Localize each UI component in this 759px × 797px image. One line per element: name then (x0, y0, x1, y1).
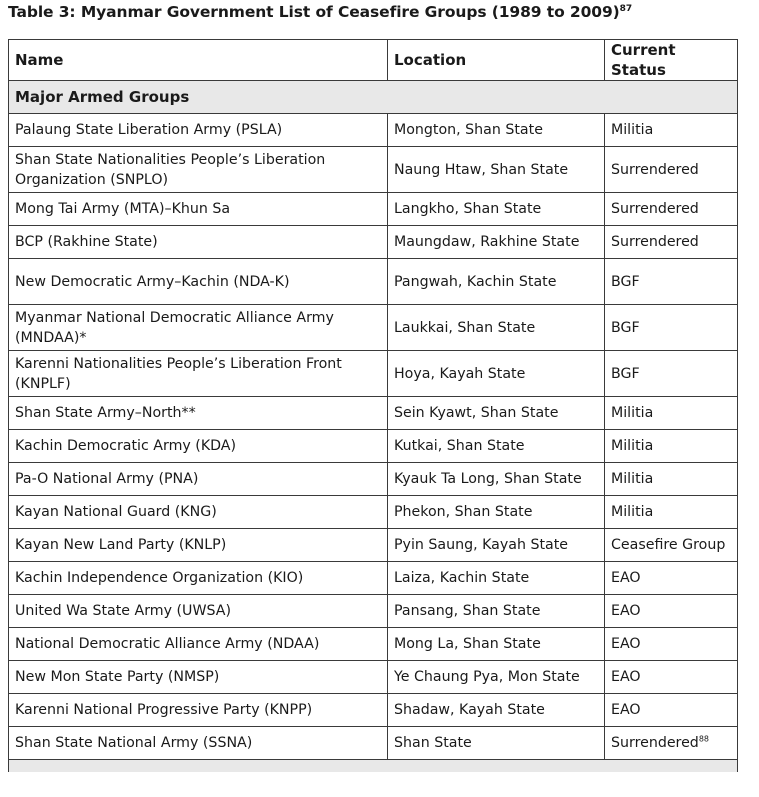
cell-status: BGF (605, 305, 738, 351)
cell-location: Shan State (388, 727, 605, 760)
cell-location: Shadaw, Kayah State (388, 694, 605, 727)
cell-name: Pa-O National Army (PNA) (9, 463, 388, 496)
cell-name: Kachin Independence Organization (KIO) (9, 562, 388, 595)
table-row (9, 259, 738, 305)
cell-name: Shan State Army–North** (9, 397, 388, 430)
cell-name: Karenni Nationalities People’s Liberation Front (KNPLF) (9, 351, 388, 397)
cell-status: EAO (605, 628, 738, 661)
cell-status (605, 727, 738, 760)
table-row (9, 529, 738, 562)
next-section-row (9, 760, 738, 773)
header-row (9, 40, 738, 81)
cell-name: Kayan New Land Party (KNLP) (9, 529, 388, 562)
caption-footnote-ref[interactable]: 87 (619, 3, 632, 14)
cell-status: BGF (605, 351, 738, 397)
cell-name: Kachin Democratic Army (KDA) (9, 430, 388, 463)
table-row (9, 114, 738, 147)
caption-text: Table 3: Myanmar Government List of Ceasefire Groups (1989 to 2009) (8, 3, 620, 21)
cell-status: BGF (605, 259, 738, 305)
table-row (9, 147, 738, 193)
cell-location: Phekon, Shan State (388, 496, 605, 529)
table-row (9, 430, 738, 463)
section-title: Major Armed Groups (9, 81, 738, 114)
cell-status: Ceasefire Group (605, 529, 738, 562)
cell-location: Langkho, Shan State (388, 193, 605, 226)
table-row (9, 694, 738, 727)
table-row (9, 305, 738, 351)
table-row (9, 351, 738, 397)
cell-status: Surrendered (605, 147, 738, 193)
cell-location: Pyin Saung, Kayah State (388, 529, 605, 562)
column-header-name: Name (9, 40, 388, 81)
ceasefire-groups-table (8, 39, 738, 772)
cell-name: Shan State National Army (SSNA) (9, 727, 388, 760)
cell-location: Mong La, Shan State (388, 628, 605, 661)
table-row (9, 727, 738, 760)
cell-name: United Wa State Army (UWSA) (9, 595, 388, 628)
column-header-status: Current Status (605, 40, 738, 81)
cell-status: EAO (605, 562, 738, 595)
table-row (9, 595, 738, 628)
table-caption (8, 3, 632, 21)
table-row (9, 226, 738, 259)
column-header-location: Location (388, 40, 605, 81)
cell-location: Laukkai, Shan State (388, 305, 605, 351)
cell-location: Ye Chaung Pya, Mon State (388, 661, 605, 694)
cell-name: Shan State Nationalities People’s Liberation Organization (SNPLO) (9, 147, 388, 193)
table-row (9, 463, 738, 496)
cell-name: Kayan National Guard (KNG) (9, 496, 388, 529)
cell-status: Militia (605, 496, 738, 529)
cell-location: Pansang, Shan State (388, 595, 605, 628)
cell-status: Militia (605, 397, 738, 430)
table-row (9, 496, 738, 529)
cell-location: Maungdaw, Rakhine State (388, 226, 605, 259)
table-row (9, 661, 738, 694)
cell-location: Sein Kyawt, Shan State (388, 397, 605, 430)
cell-name: BCP (Rakhine State) (9, 226, 388, 259)
next-section-cell (9, 760, 738, 773)
cell-name: Palaung State Liberation Army (PSLA) (9, 114, 388, 147)
cell-status: Militia (605, 114, 738, 147)
cell-status: EAO (605, 661, 738, 694)
status-text: Surrendered (611, 735, 699, 751)
cell-status: EAO (605, 694, 738, 727)
cell-location: Mongton, Shan State (388, 114, 605, 147)
table-row (9, 628, 738, 661)
table-row (9, 397, 738, 430)
cell-name: National Democratic Alliance Army (NDAA) (9, 628, 388, 661)
cell-name: Karenni National Progressive Party (KNPP) (9, 694, 388, 727)
cell-status: Surrendered (605, 193, 738, 226)
cell-location: Laiza, Kachin State (388, 562, 605, 595)
cell-location: Pangwah, Kachin State (388, 259, 605, 305)
cell-name: New Democratic Army–Kachin (NDA-K) (9, 259, 388, 305)
section-row (9, 81, 738, 114)
cell-status: Militia (605, 430, 738, 463)
table-row (9, 562, 738, 595)
cell-location: Kyauk Ta Long, Shan State (388, 463, 605, 496)
cell-location: Hoya, Kayah State (388, 351, 605, 397)
cell-location: Kutkai, Shan State (388, 430, 605, 463)
table-row (9, 193, 738, 226)
cell-name: Myanmar National Democratic Alliance Army (MNDAA)* (9, 305, 388, 351)
cell-status: EAO (605, 595, 738, 628)
cell-name: Mong Tai Army (MTA)–Khun Sa (9, 193, 388, 226)
cell-status: Militia (605, 463, 738, 496)
status-footnote-ref[interactable]: 88 (698, 734, 709, 744)
cell-status: Surrendered (605, 226, 738, 259)
cell-name: New Mon State Party (NMSP) (9, 661, 388, 694)
cell-location: Naung Htaw, Shan State (388, 147, 605, 193)
